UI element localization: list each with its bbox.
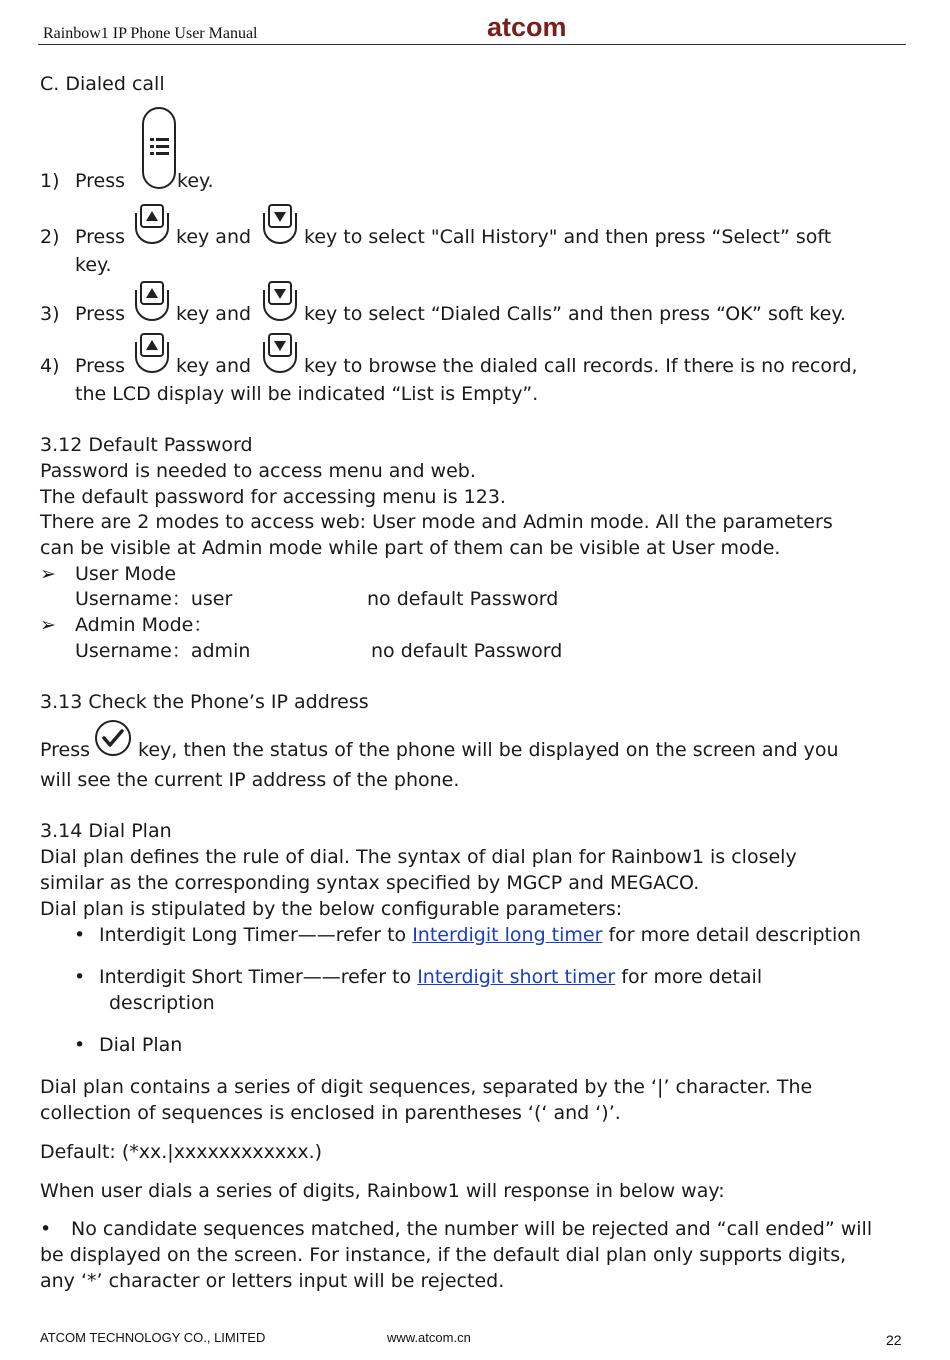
paragraph-text: key, then the status of the phone will be displayed on the screen and you [138, 739, 839, 761]
step-text: Press [75, 303, 126, 325]
footer-company: ATCOM TECHNOLOGY CO., LIMITED [40, 1330, 266, 1345]
step-number: 1) [40, 170, 60, 192]
bullet-icon: • [74, 1034, 86, 1056]
step-text: key to select "Call History" and then press “Select” soft [304, 226, 832, 248]
bullet-icon: • [40, 1218, 52, 1240]
step-text: Press [75, 355, 126, 377]
step-text: Press [75, 226, 126, 248]
paragraph-line: any ‘*’ character or letters input will be rejected. [40, 1270, 505, 1292]
menu-key-icon [141, 106, 177, 190]
list-item [99, 966, 762, 988]
paragraph-line: No candidate sequences matched, the number will be rejected and “call ended” will [71, 1218, 873, 1240]
step-text: key to browse the dialed call records. If there is no record, [304, 355, 858, 377]
arrow-bullet-icon: ➢ [40, 563, 56, 585]
section-heading-default-password: 3.12 Default Password [40, 434, 253, 456]
ok-check-key-icon [93, 718, 133, 758]
paragraph-line: Dial plan defines the rule of dial. The syntax of dial plan for Rainbow1 is closely [40, 846, 797, 868]
user-mode-label: User Mode [75, 563, 177, 585]
section-heading-dial-plan: 3.14 Dial Plan [40, 820, 172, 842]
list-item: Dial Plan [99, 1034, 183, 1056]
list-item-text: description [109, 992, 215, 1014]
step-text: key and [176, 355, 252, 377]
paragraph-line: There are 2 modes to access web: User mode and Admin mode. All the parameters [40, 511, 833, 533]
step-text: key to select “Dialed Calls” and then press “OK” soft key. [304, 303, 846, 325]
paragraph-text: Press [40, 739, 91, 761]
up-key-icon [133, 203, 171, 245]
footer-website: www.atcom.cn [387, 1330, 471, 1345]
down-key-icon [261, 280, 299, 322]
bullet-icon: • [74, 924, 86, 946]
list-item-text: Interdigit Short Timer——refer to [99, 966, 418, 988]
step-number: 2) [40, 226, 60, 248]
arrow-bullet-icon: ➢ [40, 614, 56, 636]
paragraph-line: can be visible at Admin mode while part of them can be visible at User mode. [40, 537, 781, 559]
bullet-icon: • [74, 966, 86, 988]
step-text: key and [176, 303, 252, 325]
step-text: Press [75, 170, 126, 192]
page-number: 22 [886, 1332, 902, 1348]
step-text: key and [176, 226, 252, 248]
admin-mode-password: no default Password [371, 640, 563, 662]
interdigit-long-timer-link[interactable]: Interdigit long timer [412, 924, 603, 946]
paragraph-line: Dial plan contains a series of digit sequences, separated by the ‘|’ character. The [40, 1076, 813, 1098]
paragraph-line: similar as the corresponding syntax specified by MGCP and MEGACO. [40, 872, 700, 894]
admin-mode-username: Username：admin [75, 640, 251, 662]
up-key-icon [133, 332, 171, 374]
list-item-text: for more detail description [602, 924, 861, 946]
step-text: key. [75, 254, 112, 276]
paragraph-line: be displayed on the screen. For instance, if the default dial plan only supports digits, [40, 1244, 847, 1266]
section-heading-check-ip: 3.13 Check the Phone’s IP address [40, 691, 369, 713]
step-number: 3) [40, 303, 60, 325]
atcom-logo: atcom [487, 12, 567, 42]
paragraph-line: Dial plan is stipulated by the below configurable parameters: [40, 898, 623, 920]
default-dial-plan: Default: (*xx.|xxxxxxxxxxxx.) [40, 1141, 323, 1163]
step-text: key. [177, 170, 214, 192]
user-mode-username: Username：user [75, 588, 233, 610]
header-title: Rainbow1 IP Phone User Manual [43, 25, 258, 42]
down-key-icon [261, 203, 299, 245]
down-key-icon [261, 332, 299, 374]
list-item-text: Interdigit Long Timer——refer to [99, 924, 413, 946]
header-rule [38, 44, 906, 45]
up-key-icon [133, 280, 171, 322]
step-number: 4) [40, 355, 60, 377]
user-mode-password: no default Password [367, 588, 559, 610]
paragraph-line: collection of sequences is enclosed in parentheses ‘(‘ and ‘)’. [40, 1102, 621, 1124]
list-item-text: for more detail [615, 966, 763, 988]
paragraph-line: Password is needed to access menu and web. [40, 460, 476, 482]
list-item [99, 924, 861, 946]
paragraph-text: will see the current IP address of the phone. [40, 769, 460, 791]
interdigit-short-timer-link[interactable]: Interdigit short timer [417, 966, 616, 988]
section-heading-dialed-call: C. Dialed call [40, 73, 165, 95]
admin-mode-label: Admin Mode： [75, 614, 213, 636]
step-text: the LCD display will be indicated “List is Empty”. [75, 383, 539, 405]
paragraph-line: When user dials a series of digits, Rainbow1 will response in below way: [40, 1180, 725, 1202]
paragraph-line: The default password for accessing menu is 123. [40, 486, 506, 508]
